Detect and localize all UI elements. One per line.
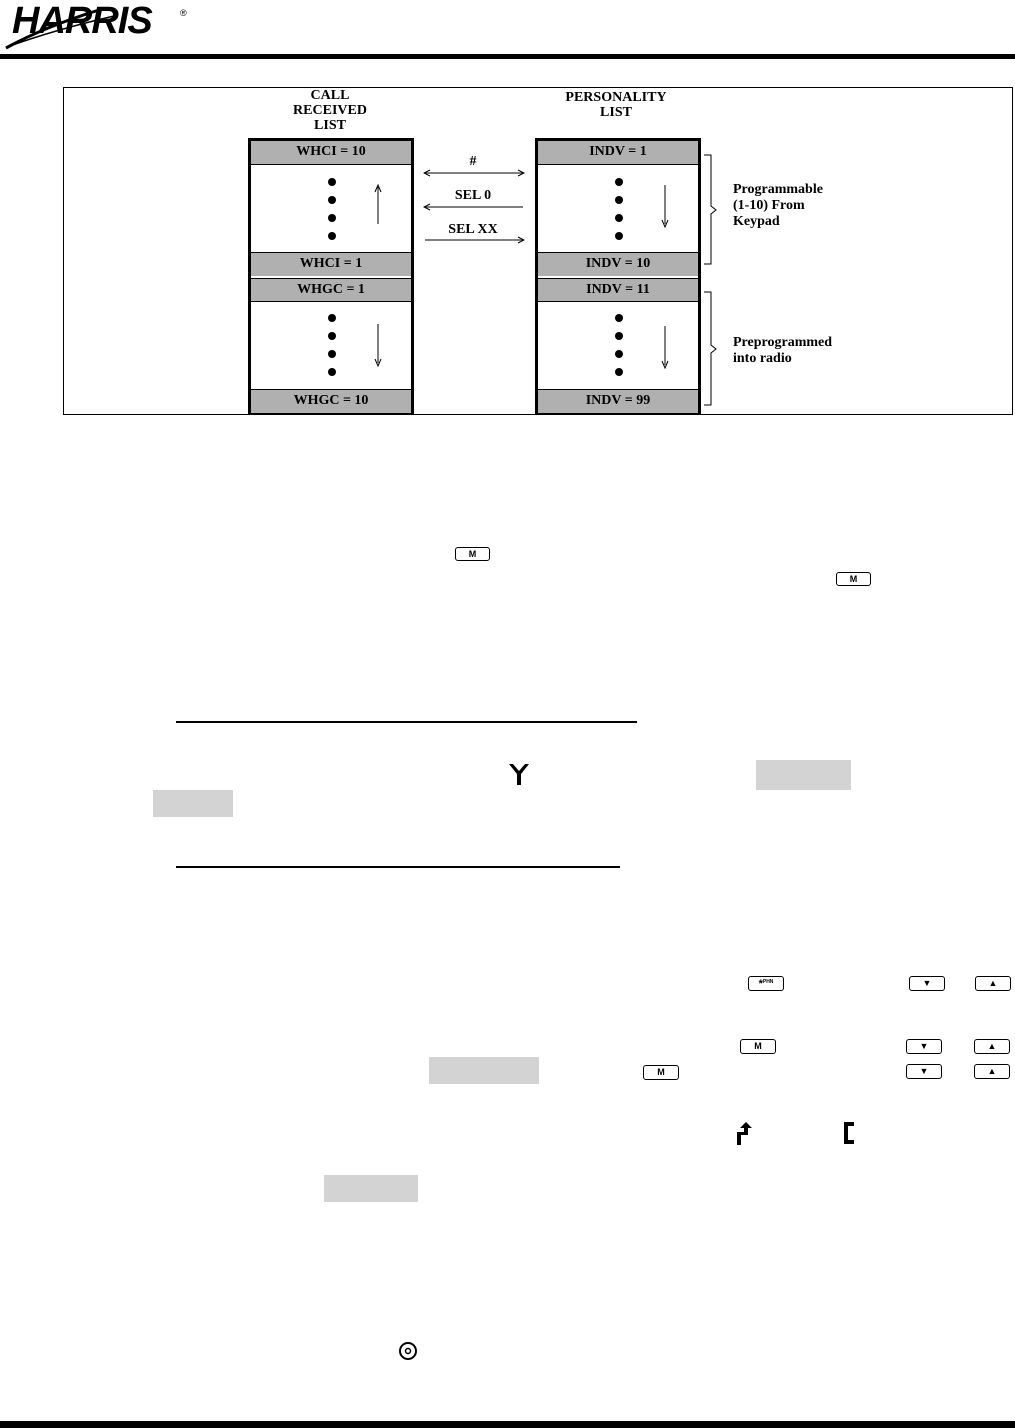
ellipsis-dot [328,232,336,240]
brace-programmable-icon [703,154,717,266]
ellipsis-dot [615,314,623,322]
registered-mark: ® [180,8,187,18]
double-arrow-icon [423,168,525,178]
star-phn-key [748,976,784,991]
note-line: Keypad [733,214,780,229]
call-received-list [248,138,414,414]
menu-key: M [836,572,871,586]
ellipsis-dot [615,332,623,340]
antenna-icon [506,761,532,787]
ellipsis-dot [328,314,336,322]
ellipsis-dot [615,178,623,186]
note-line: (1-10) From [733,198,805,213]
right-arrow-icon [423,235,525,245]
phone-bracket-icon [842,1120,856,1146]
preprogrammed-note [733,335,832,367]
title-line: LIST [314,118,346,133]
up-key: ▲ [975,976,1011,991]
menu-key: M [740,1039,776,1054]
menu-key: M [455,547,490,561]
section-underline [176,866,620,868]
phn-text: PHN [762,979,774,985]
personality-list [535,138,701,414]
up-key: ▲ [974,1039,1010,1054]
list-cell-mid2: WHGC = 1 [251,278,411,302]
sel0-label: SEL 0 [454,188,492,203]
note-line: Preprogrammed [733,335,833,350]
menu-key: M [643,1065,679,1080]
down-key: ▼ [909,976,945,991]
down-arrow-icon [660,184,670,229]
selxx-label: SEL XX [448,222,498,237]
ellipsis-dot [615,368,623,376]
ellipsis-dot [328,178,336,186]
ellipsis-dot [615,214,623,222]
ellipsis-dot [328,214,336,222]
list-cell-mid1: INDV = 10 [538,252,698,276]
list-cell-top: INDV = 1 [538,141,698,165]
up-arrow-icon [373,184,383,226]
section-underline [176,721,637,723]
arrow-turn-up-icon [732,1120,754,1146]
personality-list-title [556,90,676,120]
display-highlight-box [756,760,851,790]
title-line: CALL [310,88,350,103]
call-received-list-title [270,88,390,133]
note-line: Programmable [733,182,823,197]
ellipsis-dot [615,350,623,358]
display-highlight-box [324,1175,418,1202]
ellipsis-dot [615,232,623,240]
list-cell-bottom: WHGC = 10 [251,389,411,413]
ellipsis-dot [328,368,336,376]
header-rule [0,54,1015,59]
title-line: RECEIVED [293,103,367,118]
down-key: ▼ [906,1039,942,1054]
list-cell-bottom: INDV = 99 [538,389,698,413]
list-cell-mid2: INDV = 11 [538,278,698,302]
star-symbol: * [758,978,763,990]
down-arrow-icon [373,323,383,368]
harris-logo [4,2,189,50]
footer-rule [0,1421,1015,1428]
ellipsis-dot [328,196,336,204]
title-line: LIST [600,105,632,120]
down-key: ▼ [906,1064,942,1079]
up-key: ▲ [974,1064,1010,1079]
hash-label: # [469,154,477,169]
display-highlight-box [429,1057,539,1084]
title-line: PERSONALITY [565,90,667,105]
brand-name: HARRIS [12,0,152,42]
ellipsis-dot [328,350,336,358]
ellipsis-dot [328,332,336,340]
target-circle-icon [398,1341,418,1361]
list-cell-mid1: WHCI = 1 [251,252,411,276]
list-cell-top: WHCI = 10 [251,141,411,165]
programmable-note [733,182,823,230]
brace-preprogrammed-icon [703,291,717,407]
left-arrow-icon [423,202,525,212]
note-line: into radio [733,351,792,366]
display-highlight-box [153,790,233,817]
ellipsis-dot [615,196,623,204]
down-arrow-icon [660,325,670,370]
